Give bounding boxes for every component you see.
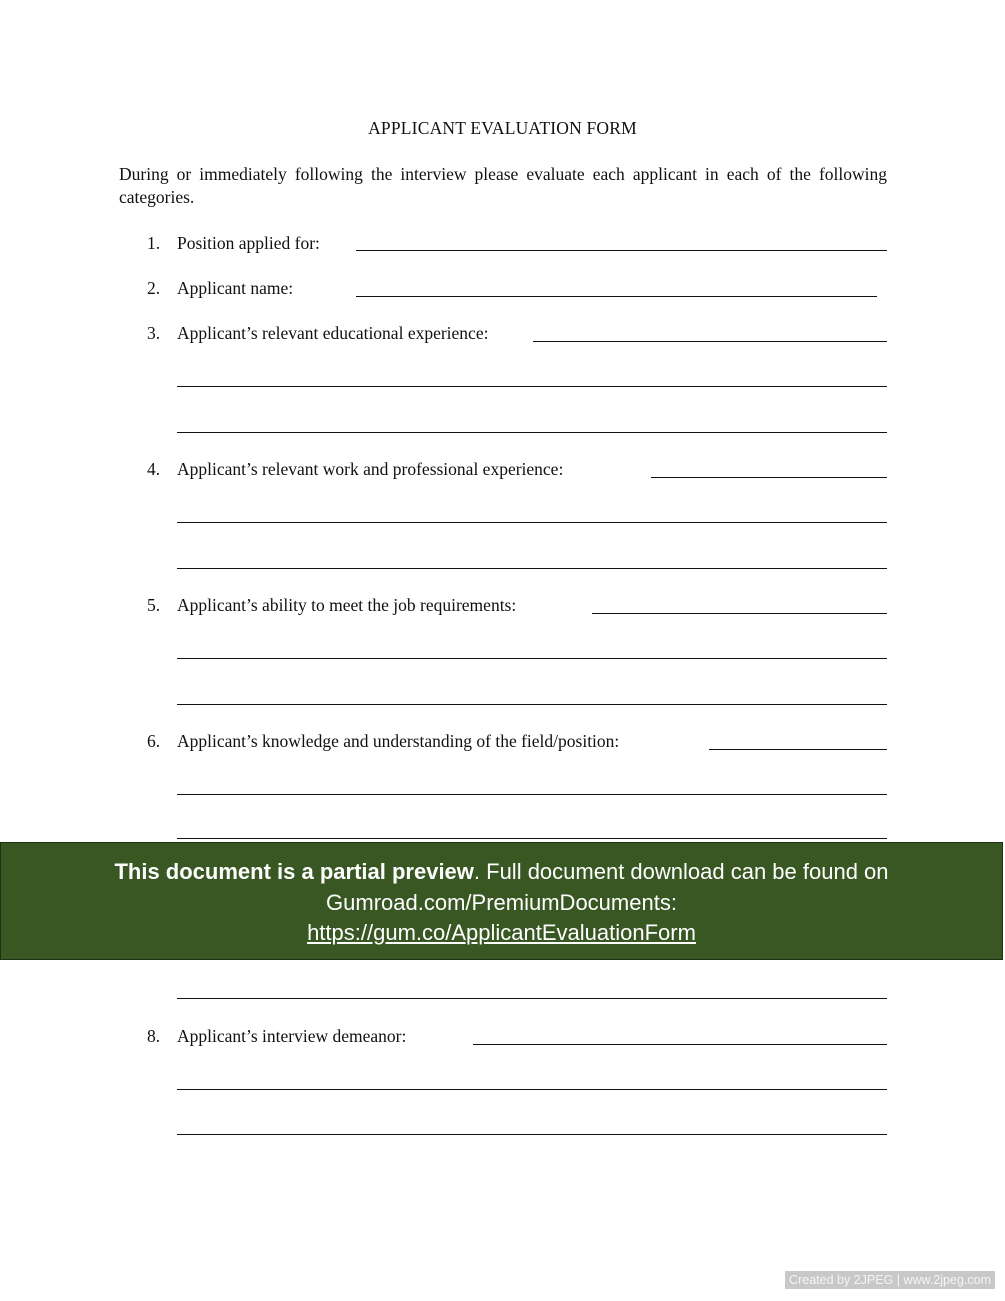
demeanor-answer-line[interactable]	[177, 1134, 887, 1135]
banner-bold-text: This document is a partial preview	[114, 859, 474, 884]
work-experience-answer-line[interactable]	[177, 568, 887, 569]
banner-download-link[interactable]: https://gum.co/ApplicantEvaluationForm	[307, 920, 696, 945]
demeanor-answer-line[interactable]	[177, 1089, 887, 1090]
answer-line[interactable]	[177, 998, 887, 999]
knowledge-answer-line[interactable]	[709, 749, 887, 750]
item-1-number: 1.	[147, 233, 161, 253]
job-requirements-answer-line[interactable]	[177, 658, 887, 659]
item-2-number: 2.	[147, 278, 161, 298]
education-answer-line[interactable]	[177, 432, 887, 433]
preview-banner	[0, 842, 1003, 960]
item-6-label: Applicant’s knowledge and understanding of the field/position:	[177, 731, 620, 751]
item-2-label: Applicant name:	[177, 278, 294, 298]
banner-line-2: Gumroad.com/PremiumDocuments:	[326, 889, 677, 915]
job-requirements-answer-line[interactable]	[592, 613, 887, 614]
knowledge-answer-line[interactable]	[177, 838, 887, 839]
banner-rest-text: . Full document download can be found on	[473, 859, 889, 884]
item-3-label: Applicant’s relevant educational experience:	[177, 323, 489, 343]
item-5-label: Applicant’s ability to meet the job requirements:	[177, 595, 517, 615]
knowledge-answer-line[interactable]	[177, 794, 887, 795]
item-8-number: 8.	[147, 1026, 161, 1046]
item-1-label: Position applied for:	[177, 233, 320, 253]
education-answer-line[interactable]	[177, 386, 887, 387]
demeanor-answer-line[interactable]	[473, 1044, 887, 1045]
work-experience-answer-line[interactable]	[651, 477, 887, 478]
item-8-label: Applicant’s interview demeanor:	[177, 1026, 407, 1046]
form-title: APPLICANT EVALUATION FORM	[368, 118, 637, 138]
work-experience-answer-line[interactable]	[177, 522, 887, 523]
applicant-name-answer-line[interactable]	[356, 296, 877, 297]
intro-paragraph: During or immediately following the interview please evaluate each applicant in each of the following categories.	[119, 164, 887, 207]
item-6-number: 6.	[147, 731, 161, 751]
education-answer-line[interactable]	[533, 341, 887, 342]
item-5-number: 5.	[147, 595, 161, 615]
position-answer-line[interactable]	[356, 250, 887, 251]
item-3-number: 3.	[147, 323, 161, 343]
job-requirements-answer-line[interactable]	[177, 704, 887, 705]
footer-watermark: Created by 2JPEG | www.2jpeg.com	[785, 1271, 995, 1289]
banner-line-1	[1, 857, 1002, 888]
item-4-label: Applicant’s relevant work and professional experience:	[177, 459, 564, 479]
item-4-number: 4.	[147, 459, 161, 479]
